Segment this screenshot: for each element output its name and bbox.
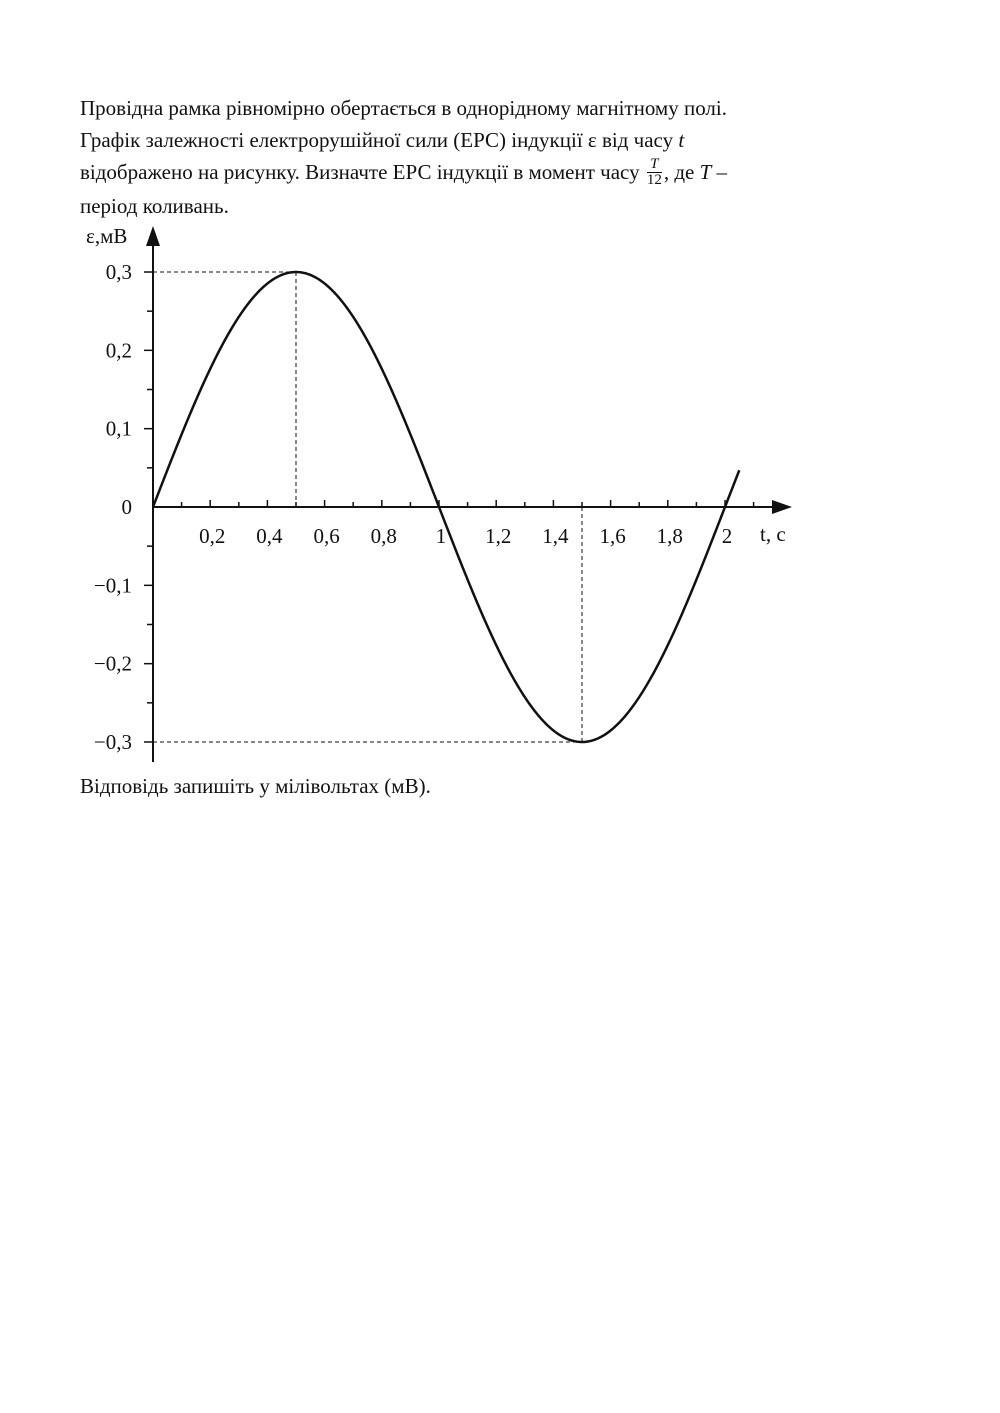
y-tick-label: −0,1 — [93, 573, 132, 598]
y-tick-label: 0,3 — [105, 260, 132, 285]
y-tick-label: −0,3 — [93, 729, 132, 754]
x-tick-label: 0,8 — [370, 524, 397, 548]
problem-line-3: відображено на рисунку. Визначте ЕРС індукції в момент часу $\frac{T}{12}$ , де T – — [80, 155, 728, 188]
x-tick-label: 0,2 — [199, 524, 226, 548]
y-axis-label: ε,мВ — [86, 224, 128, 248]
x-tick-label: 2 — [721, 524, 733, 548]
problem-line-1: Провідна рамка рівномірно обертається в однорідному магнітному полі. — [80, 96, 727, 120]
y-tick-label: −0,2 — [93, 651, 132, 676]
x-axis-label: t, с — [760, 522, 786, 546]
x-tick-label: 1,8 — [656, 524, 683, 548]
x-tick-label: 0,6 — [313, 524, 340, 548]
y-tick-label: 0,1 — [105, 416, 132, 441]
x-axis-arrow-icon — [772, 500, 792, 514]
period-variable: T — [699, 160, 712, 184]
y-tick-label: 0,2 — [105, 338, 132, 363]
problem-line-4: період коливань. — [80, 193, 229, 218]
x-tick-label: 1,4 — [542, 524, 569, 548]
x-tick-label: 0,4 — [256, 524, 283, 548]
x-tick-label: 1 — [435, 524, 447, 548]
fraction-denominator: 12 — [646, 171, 662, 188]
fraction-numerator: T — [647, 157, 662, 173]
x-tick-label: 1,6 — [599, 524, 626, 548]
y-tick-label: 0 — [121, 495, 132, 519]
x-tick-label: 1,2 — [485, 524, 512, 548]
y-axis-arrow-icon — [146, 226, 160, 246]
time-variable: t — [678, 128, 685, 152]
problem-line-2: Графік залежності електрорушійної сили (ЕРС) індукції ε від часу t — [80, 128, 685, 152]
answer-instruction: Відповідь запишіть у мілівольтах (мВ). — [80, 774, 431, 798]
